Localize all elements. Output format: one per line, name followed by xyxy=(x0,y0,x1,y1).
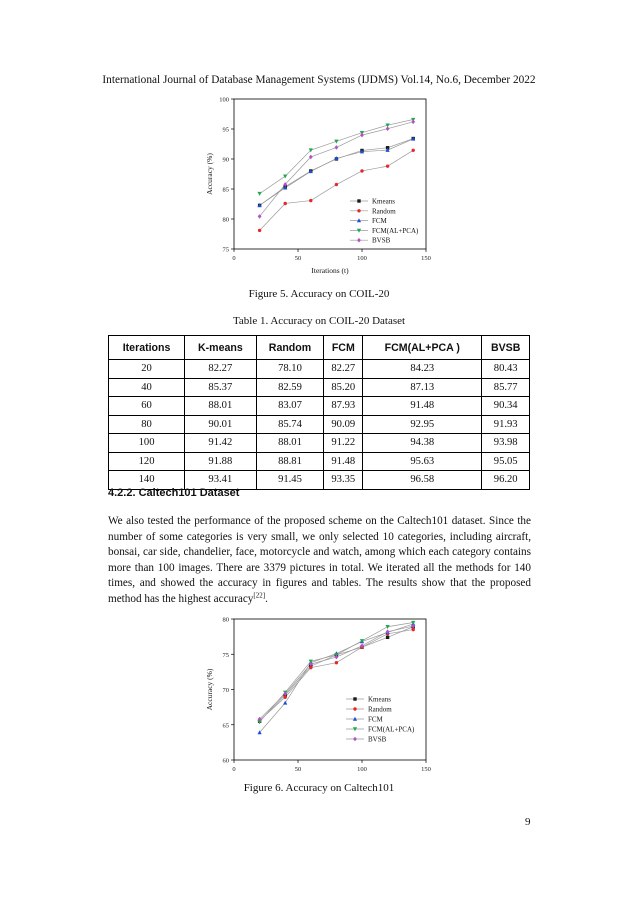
table-cell: 90.01 xyxy=(185,415,257,434)
data-point xyxy=(284,696,287,699)
y-tick-label: 90 xyxy=(222,156,229,164)
legend-entry: BVSB xyxy=(368,735,387,744)
table-cell: 93.41 xyxy=(185,471,257,490)
y-tick-label: 100 xyxy=(219,96,229,104)
legend-entry: Random xyxy=(372,207,396,216)
data-point xyxy=(386,164,389,167)
data-point xyxy=(258,229,261,232)
data-point xyxy=(411,120,415,125)
col-header: FCM(AL+PCA ) xyxy=(363,336,482,360)
section-heading: 4.2.2. Caltech101 Dataset xyxy=(108,487,240,499)
table-cell: 94.38 xyxy=(363,434,482,453)
table-cell: 85.37 xyxy=(185,378,257,397)
figure6-caption: Figure 6. Accuracy on Caltech101 xyxy=(243,782,395,794)
legend-entry: FCM(AL+PCA) xyxy=(372,226,419,235)
table-cell: 91.48 xyxy=(324,452,363,471)
table-cell: 85.20 xyxy=(324,378,363,397)
table-cell: 95.05 xyxy=(482,452,530,471)
paragraph-end: . xyxy=(265,592,268,605)
legend-entry: BVSB xyxy=(372,236,391,245)
x-tick-label: 50 xyxy=(294,766,302,773)
table-cell: 87.13 xyxy=(363,378,482,397)
data-point xyxy=(353,707,356,710)
table-cell: 90.09 xyxy=(324,415,363,434)
x-tick-label: 100 xyxy=(357,766,367,773)
table-cell: 85.74 xyxy=(256,415,324,434)
table-cell: 88.81 xyxy=(256,452,324,471)
table-cell: 83.07 xyxy=(256,397,324,416)
citation-ref: [22] xyxy=(253,591,266,600)
data-point xyxy=(283,175,287,179)
data-point xyxy=(386,636,389,639)
x-tick-label: 150 xyxy=(421,255,431,262)
col-header: K-means xyxy=(185,336,257,360)
table-header-row xyxy=(109,336,530,360)
data-point xyxy=(386,625,390,629)
data-point xyxy=(412,149,415,152)
series-line xyxy=(260,150,414,230)
y-tick-label: 80 xyxy=(222,616,229,624)
table-cell: 96.58 xyxy=(363,471,482,490)
coil20-accuracy-chart xyxy=(200,92,440,278)
data-point xyxy=(335,661,338,664)
section-paragraph xyxy=(108,514,531,608)
table-cell: 88.01 xyxy=(256,434,324,453)
table-cell: 20 xyxy=(109,360,185,379)
y-tick-label: 75 xyxy=(222,246,229,254)
paragraph-text: We also tested the performance of the proposed scheme on the Caltech101 dataset. Since the number of some categories is very small, we only selected 10 categories, including aircraft, bonsai, car side, chandelier, face, motorcycle and watch, among which each category contains more than 100 images. There are 3379 pictures in total. We iterated all the methods for 140 times, and showed the accuracy in figures and tables. The results show that the proposed method has the highest accuracy xyxy=(108,515,531,605)
x-axis-label: Iterations (t) xyxy=(311,266,349,275)
y-tick-label: 80 xyxy=(222,216,229,224)
table-cell: 40 xyxy=(109,378,185,397)
legend-entry: Kmeans xyxy=(368,695,391,704)
caltech101-accuracy-chart xyxy=(200,612,440,778)
table-cell: 90.34 xyxy=(482,397,530,416)
data-point xyxy=(412,628,415,631)
table-row xyxy=(109,434,530,453)
table-cell: 140 xyxy=(109,471,185,490)
legend-entry: FCM xyxy=(368,715,383,724)
table-cell: 82.59 xyxy=(256,378,324,397)
y-tick-label: 70 xyxy=(222,687,229,694)
data-point xyxy=(357,199,360,202)
y-tick-label: 95 xyxy=(222,126,229,134)
x-tick-label: 150 xyxy=(421,766,431,773)
table-row xyxy=(109,360,530,379)
table-cell: 82.27 xyxy=(185,360,257,379)
data-point xyxy=(284,202,287,205)
table-cell: 93.98 xyxy=(482,434,530,453)
data-point xyxy=(386,126,390,131)
x-axis-label xyxy=(311,777,349,778)
data-point xyxy=(309,199,312,202)
legend-entry: Kmeans xyxy=(372,197,395,206)
coil20-accuracy-table xyxy=(108,335,530,490)
series-line xyxy=(260,624,414,733)
legend-entry: Random xyxy=(368,705,392,714)
table-cell: 82.27 xyxy=(324,360,363,379)
plot-frame xyxy=(234,619,426,760)
x-tick-label: 0 xyxy=(232,766,236,773)
table-cell: 93.35 xyxy=(324,471,363,490)
y-tick-label: 75 xyxy=(222,651,229,659)
table-cell: 96.20 xyxy=(482,471,530,490)
y-axis-label: Accuracy (%) xyxy=(205,668,214,711)
journal-header: International Journal of Database Management Systems (IJDMS) Vol.14, No.6, December 2022 xyxy=(102,74,536,86)
table-cell: 80 xyxy=(109,415,185,434)
table1-caption: Table 1. Accuracy on COIL-20 Dataset xyxy=(232,315,406,327)
data-point xyxy=(335,183,338,186)
data-point xyxy=(357,209,360,212)
col-header: BVSB xyxy=(482,336,530,360)
y-axis-label: Accuracy (%) xyxy=(205,153,214,195)
page-number: 9 xyxy=(525,816,531,828)
col-header: Iterations xyxy=(109,336,185,360)
legend-entry: FCM xyxy=(372,217,387,226)
table-cell: 88.01 xyxy=(185,397,257,416)
table-row xyxy=(109,452,530,471)
table-cell: 80.43 xyxy=(482,360,530,379)
col-header: FCM xyxy=(324,336,363,360)
table-cell: 120 xyxy=(109,452,185,471)
y-tick-label: 65 xyxy=(222,722,229,730)
x-tick-label: 50 xyxy=(294,255,302,262)
data-point xyxy=(309,666,312,669)
table-cell: 91.48 xyxy=(363,397,482,416)
data-point xyxy=(258,192,262,196)
table-cell: 92.95 xyxy=(363,415,482,434)
table-cell: 60 xyxy=(109,397,185,416)
col-header: Random xyxy=(256,336,324,360)
table-cell: 100 xyxy=(109,434,185,453)
y-tick-label: 60 xyxy=(222,757,229,765)
table-cell: 95.63 xyxy=(363,452,482,471)
data-point xyxy=(353,737,357,742)
table-cell: 91.45 xyxy=(256,471,324,490)
table-row xyxy=(109,415,530,434)
table-cell: 91.42 xyxy=(185,434,257,453)
y-tick-label: 85 xyxy=(222,186,229,194)
table-cell: 91.88 xyxy=(185,452,257,471)
figure5-caption: Figure 5. Accuracy on COIL-20 xyxy=(248,288,390,300)
x-tick-label: 100 xyxy=(357,255,367,262)
table-cell: 85.77 xyxy=(482,378,530,397)
data-point xyxy=(360,169,363,172)
legend-entry: FCM(AL+PCA) xyxy=(368,725,415,734)
table-cell: 78.10 xyxy=(256,360,324,379)
table-cell: 84.23 xyxy=(363,360,482,379)
data-point xyxy=(335,145,339,150)
table-cell: 91.22 xyxy=(324,434,363,453)
x-tick-label: 0 xyxy=(232,255,236,262)
data-point xyxy=(353,697,356,700)
table-row xyxy=(109,378,530,397)
table-cell: 91.93 xyxy=(482,415,530,434)
table-row xyxy=(109,397,530,416)
table-cell: 87.93 xyxy=(324,397,363,416)
data-point xyxy=(357,238,361,243)
